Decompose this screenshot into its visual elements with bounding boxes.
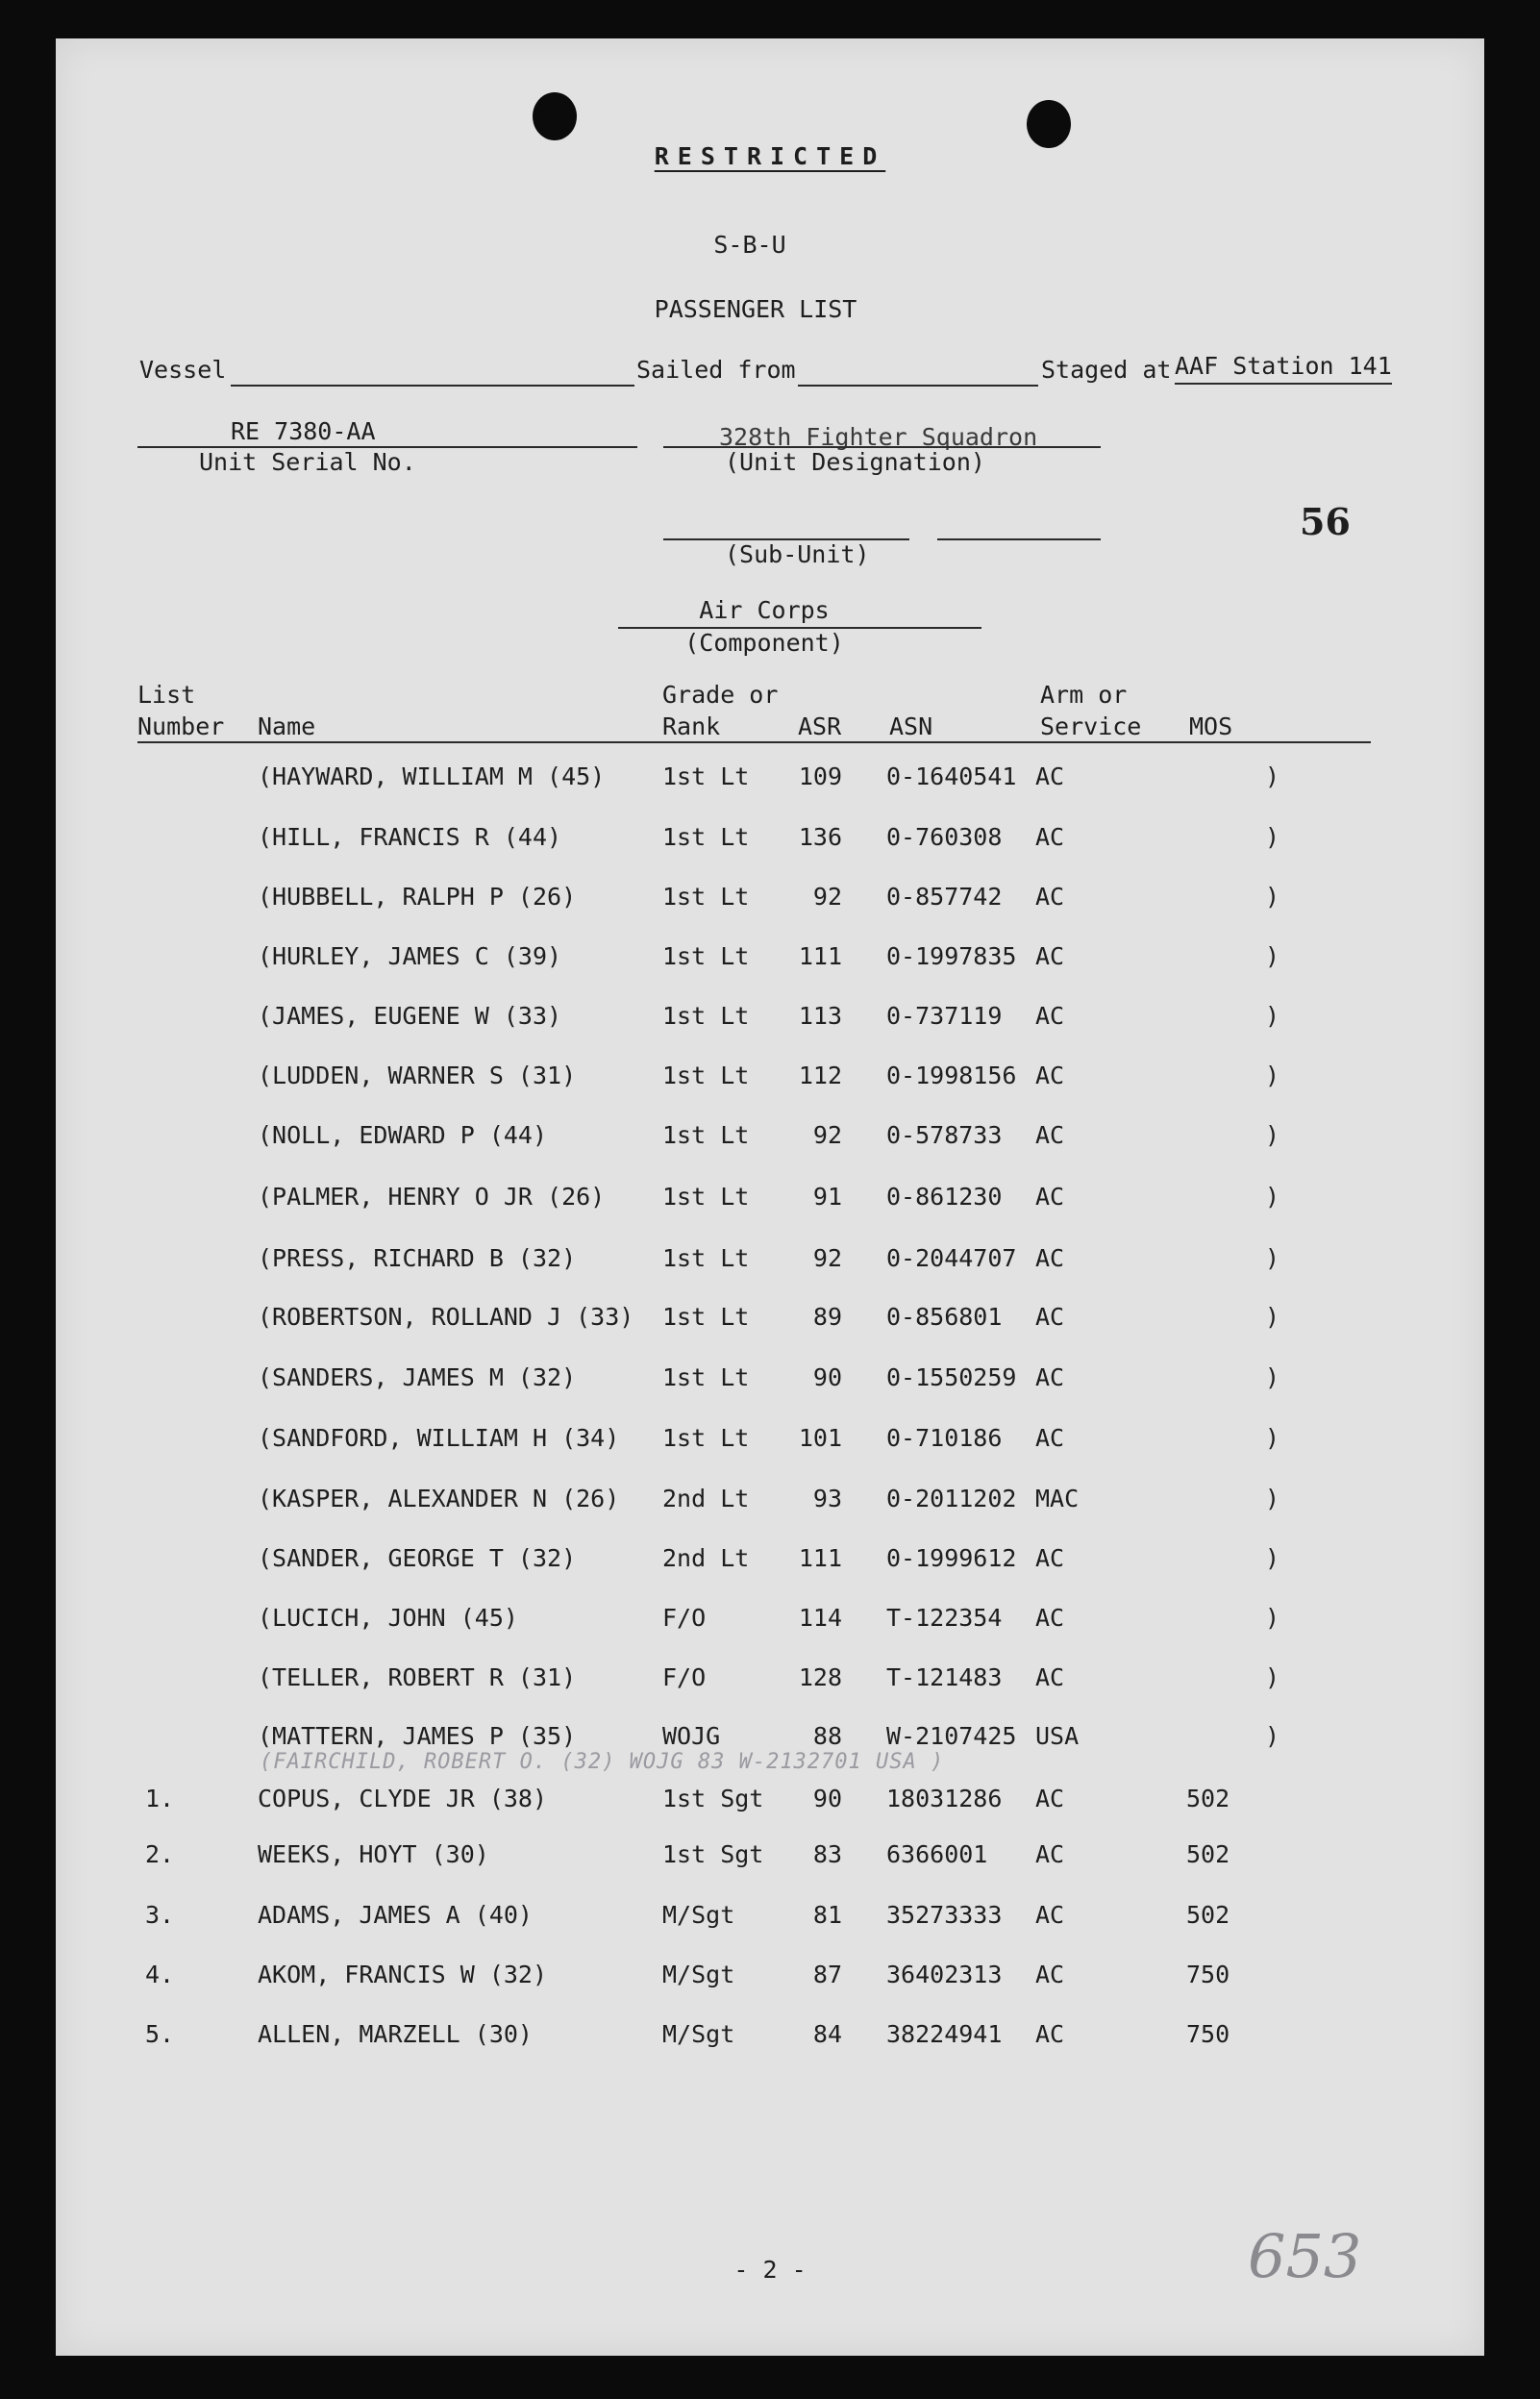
row-name: (SANDFORD, WILLIAM H (34): [258, 1424, 620, 1452]
row-asn: T-122354: [886, 1604, 1003, 1632]
row-list-number: 2.: [145, 1840, 175, 1868]
row-asn: 0-861230: [886, 1183, 1003, 1211]
row-arm-service: AC: [1035, 1363, 1065, 1391]
row-rank: 1st Sgt: [662, 1840, 764, 1868]
row-asn: 0-760308: [886, 823, 1003, 851]
row-arm-service: AC: [1035, 1002, 1065, 1030]
sbu-code: S-B-U: [713, 231, 786, 259]
row-asr: 136: [798, 823, 842, 851]
row-name: (ROBERTSON, ROLLAND J (33): [258, 1303, 634, 1331]
row-arm-service: AC: [1035, 823, 1065, 851]
row-arm-service: AC: [1035, 1604, 1065, 1632]
row-asr: 111: [798, 942, 842, 970]
row-mos: ): [1265, 762, 1280, 790]
row-arm-service: AC: [1035, 1961, 1065, 1988]
row-mos: ): [1265, 823, 1280, 851]
row-mos: ): [1265, 883, 1280, 911]
row-name: (JAMES, EUGENE W (33): [258, 1002, 562, 1030]
row-name: COPUS, CLYDE JR (38): [258, 1785, 548, 1812]
row-arm-service: USA: [1035, 1722, 1080, 1750]
row-asn: 0-1640541: [886, 762, 1017, 790]
row-asr: 93: [812, 1485, 842, 1512]
handwritten-strikeover: (FAIRCHILD, ROBERT O. (32) WOJG 83 W-2132701 USA ): [260, 1750, 945, 1774]
sub-unit-line-2: [937, 538, 1101, 540]
component-label: (Component): [684, 629, 844, 657]
row-arm-service: AC: [1035, 1424, 1065, 1452]
row-arm-service: AC: [1035, 883, 1065, 911]
row-mos: ): [1265, 1121, 1280, 1149]
row-asr: 92: [812, 883, 842, 911]
col-grade-header: Grade or: [662, 681, 779, 709]
row-rank: 1st Lt: [662, 1303, 750, 1331]
staged-at-value: AAF Station 141: [1175, 352, 1392, 385]
row-asr: 87: [812, 1961, 842, 1988]
row-rank: 2nd Lt: [662, 1485, 750, 1512]
row-rank: 1st Lt: [662, 883, 750, 911]
row-asr: 88: [812, 1722, 842, 1750]
row-mos: ): [1265, 1663, 1280, 1691]
row-arm-service: AC: [1035, 1901, 1065, 1929]
row-mos: ): [1265, 1244, 1280, 1272]
unit-serial-label: Unit Serial No.: [199, 448, 416, 476]
row-arm-service: AC: [1035, 762, 1065, 790]
col-number-header: Number: [137, 712, 225, 740]
row-mos: 502: [1186, 1901, 1230, 1929]
row-rank: M/Sgt: [662, 2020, 735, 2048]
row-rank: 2nd Lt: [662, 1544, 750, 1572]
row-asn: 36402313: [886, 1961, 1003, 1988]
row-rank: M/Sgt: [662, 1901, 735, 1929]
col-asr-header: ASR: [798, 712, 842, 740]
sub-unit-label: (Sub-Unit): [725, 540, 870, 568]
row-asn: 18031286: [886, 1785, 1003, 1812]
sailed-from-line: [798, 385, 1038, 387]
row-mos: ): [1265, 1424, 1280, 1452]
row-rank: F/O: [662, 1663, 707, 1691]
row-mos: ): [1265, 1363, 1280, 1391]
row-list-number: 3.: [145, 1901, 175, 1929]
col-rank-header: Rank: [662, 712, 721, 740]
row-rank: 1st Lt: [662, 1121, 750, 1149]
row-asr: 90: [812, 1363, 842, 1391]
row-name: (PALMER, HENRY O JR (26): [258, 1183, 606, 1211]
row-name: (SANDER, GEORGE T (32): [258, 1544, 577, 1572]
row-arm-service: AC: [1035, 1663, 1065, 1691]
restricted-heading: RESTRICTED: [654, 142, 886, 170]
row-asr: 114: [798, 1604, 842, 1632]
component-value: Air Corps: [699, 596, 830, 624]
row-arm-service: AC: [1035, 1785, 1065, 1812]
row-list-number: 1.: [145, 1785, 175, 1812]
row-mos: 502: [1186, 1840, 1230, 1868]
row-rank: 1st Lt: [662, 1424, 750, 1452]
row-rank: WOJG: [662, 1722, 721, 1750]
row-mos: ): [1265, 1062, 1280, 1089]
row-mos: ): [1265, 1183, 1280, 1211]
row-arm-service: AC: [1035, 1183, 1065, 1211]
col-name-header: Name: [258, 712, 316, 740]
row-mos: ): [1265, 1544, 1280, 1572]
row-name: (HURLEY, JAMES C (39): [258, 942, 562, 970]
row-rank: 1st Lt: [662, 1002, 750, 1030]
row-arm-service: AC: [1035, 2020, 1065, 2048]
staged-at-label: Staged at: [1041, 356, 1172, 384]
row-arm-service: AC: [1035, 1840, 1065, 1868]
row-asr: 112: [798, 1062, 842, 1089]
row-name: ALLEN, MARZELL (30): [258, 2020, 533, 2048]
row-asr: 111: [798, 1544, 842, 1572]
row-arm-service: AC: [1035, 942, 1065, 970]
row-asn: 0-2011202: [886, 1485, 1017, 1512]
row-asr: 83: [812, 1840, 842, 1868]
col-list-header: List: [137, 681, 196, 709]
row-asn: 0-1999612: [886, 1544, 1017, 1572]
row-asr: 90: [812, 1785, 842, 1812]
row-asn: 0-1550259: [886, 1363, 1017, 1391]
row-asn: T-121483: [886, 1663, 1003, 1691]
unit-serial-value: RE 7380-AA: [231, 417, 376, 445]
row-mos: ): [1265, 1722, 1280, 1750]
row-rank: M/Sgt: [662, 1961, 735, 1988]
vessel-label: Vessel: [139, 356, 227, 384]
row-asn: 0-857742: [886, 883, 1003, 911]
row-mos: ): [1265, 1485, 1280, 1512]
row-asr: 92: [812, 1244, 842, 1272]
row-name: (SANDERS, JAMES M (32): [258, 1363, 577, 1391]
row-rank: 1st Lt: [662, 762, 750, 790]
row-name: (HILL, FRANCIS R (44): [258, 823, 562, 851]
row-asr: 128: [798, 1663, 842, 1691]
row-asr: 81: [812, 1901, 842, 1929]
row-asn: 0-2044707: [886, 1244, 1017, 1272]
row-rank: 1st Lt: [662, 1244, 750, 1272]
row-name: (MATTERN, JAMES P (35): [258, 1722, 577, 1750]
row-asr: 84: [812, 2020, 842, 2048]
col-mos-header: MOS: [1189, 712, 1233, 740]
row-arm-service: AC: [1035, 1121, 1065, 1149]
row-asr: 92: [812, 1121, 842, 1149]
row-asn: 0-1997835: [886, 942, 1017, 970]
row-mos: ): [1265, 1002, 1280, 1030]
row-mos: ): [1265, 1303, 1280, 1331]
row-mos: ): [1265, 942, 1280, 970]
page-mark: 56: [1300, 500, 1351, 543]
unit-designation-value: 328th Fighter Squadron: [719, 423, 1038, 451]
row-name: (PRESS, RICHARD B (32): [258, 1244, 577, 1272]
row-rank: 1st Sgt: [662, 1785, 764, 1812]
unit-designation-label: (Unit Designation): [725, 448, 985, 476]
row-mos: 750: [1186, 2020, 1230, 2048]
col-arm-header: Arm or: [1040, 681, 1128, 709]
row-asr: 89: [812, 1303, 842, 1331]
row-rank: 1st Lt: [662, 1062, 750, 1089]
sailed-from-label: Sailed from: [636, 356, 796, 384]
row-asr: 109: [798, 762, 842, 790]
row-arm-service: MAC: [1035, 1485, 1080, 1512]
row-asn: 0-856801: [886, 1303, 1003, 1331]
row-name: (HUBBELL, RALPH P (26): [258, 883, 577, 911]
row-asr: 113: [798, 1002, 842, 1030]
row-asn: 0-710186: [886, 1424, 1003, 1452]
row-asn: 0-578733: [886, 1121, 1003, 1149]
row-rank: 1st Lt: [662, 1363, 750, 1391]
row-name: (TELLER, ROBERT R (31): [258, 1663, 577, 1691]
row-asn: 6366001: [886, 1840, 988, 1868]
header-rule: [137, 741, 1371, 743]
punch-hole-right: [1027, 100, 1071, 148]
row-name: (NOLL, EDWARD P (44): [258, 1121, 548, 1149]
row-rank: 1st Lt: [662, 823, 750, 851]
row-arm-service: AC: [1035, 1244, 1065, 1272]
document-title: PASSENGER LIST: [654, 295, 857, 323]
row-name: ADAMS, JAMES A (40): [258, 1901, 533, 1929]
row-name: AKOM, FRANCIS W (32): [258, 1961, 548, 1988]
row-asn: 38224941: [886, 2020, 1003, 2048]
col-service-header: Service: [1040, 712, 1142, 740]
row-mos: ): [1265, 1604, 1280, 1632]
row-name: WEEKS, HOYT (30): [258, 1840, 489, 1868]
vessel-line: [231, 385, 634, 387]
row-name: (KASPER, ALEXANDER N (26): [258, 1485, 620, 1512]
row-arm-service: AC: [1035, 1544, 1065, 1572]
row-asn: W-2107425: [886, 1722, 1017, 1750]
row-mos: 502: [1186, 1785, 1230, 1812]
row-name: (HAYWARD, WILLIAM M (45): [258, 762, 606, 790]
row-arm-service: AC: [1035, 1062, 1065, 1089]
row-asr: 91: [812, 1183, 842, 1211]
row-asn: 35273333: [886, 1901, 1003, 1929]
row-mos: 750: [1186, 1961, 1230, 1988]
row-list-number: 4.: [145, 1961, 175, 1988]
row-name: (LUDDEN, WARNER S (31): [258, 1062, 577, 1089]
col-asn-header: ASN: [889, 712, 933, 740]
row-name: (LUCICH, JOHN (45): [258, 1604, 518, 1632]
row-asn: 0-737119: [886, 1002, 1003, 1030]
page-number: - 2 -: [733, 2256, 807, 2284]
row-rank: 1st Lt: [662, 1183, 750, 1211]
punch-hole-left: [533, 92, 577, 140]
row-rank: F/O: [662, 1604, 707, 1632]
row-asn: 0-1998156: [886, 1062, 1017, 1089]
row-rank: 1st Lt: [662, 942, 750, 970]
row-asr: 101: [798, 1424, 842, 1452]
row-list-number: 5.: [145, 2020, 175, 2048]
row-arm-service: AC: [1035, 1303, 1065, 1331]
handwritten-folio: 653: [1248, 2221, 1362, 2291]
